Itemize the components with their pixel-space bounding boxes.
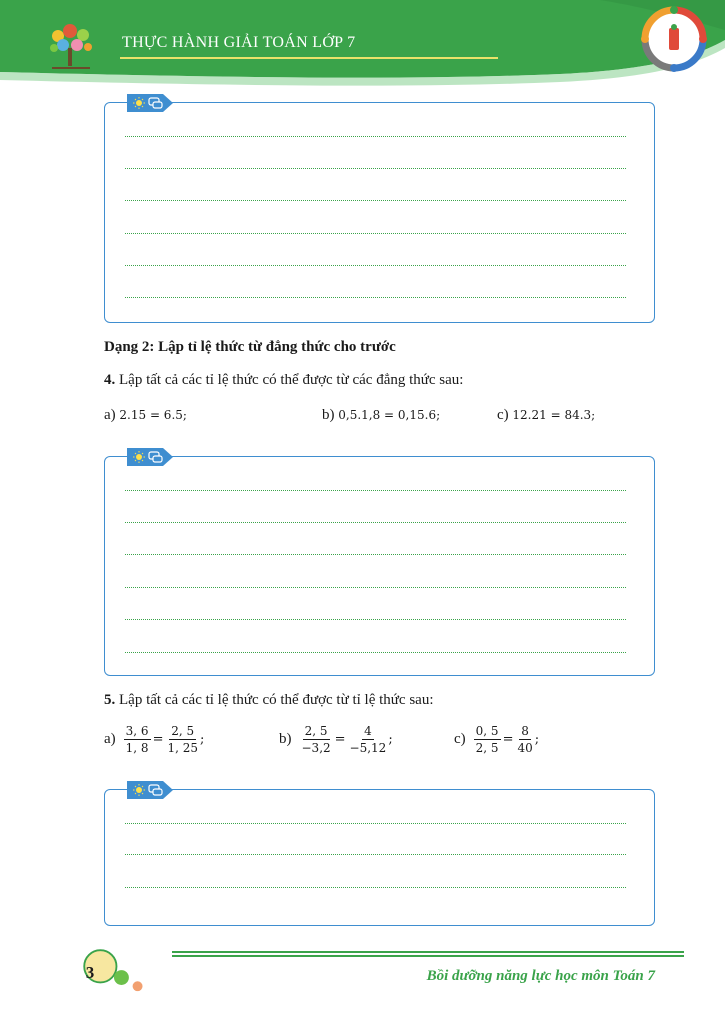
writing-line <box>125 265 626 266</box>
question-number: 5. <box>104 692 116 708</box>
header-underline <box>120 57 498 59</box>
writing-line <box>125 136 626 137</box>
writing-line <box>125 297 626 298</box>
header-title: THỰC HÀNH GIẢI TOÁN LỚP 7 <box>122 34 356 51</box>
fraction: $\frac{8}{40}$ <box>517 724 533 755</box>
q5-part-c: c) $\frac{0, 5}{2, 5}$ = $\frac{8}{40}$ ; <box>454 724 540 755</box>
writing-line <box>125 490 626 491</box>
answer-box-1[interactable] <box>104 102 655 323</box>
q4-part-b <box>322 407 440 424</box>
question-5 <box>104 692 434 709</box>
section-heading: Dạng 2: Lập tỉ lệ thức từ đẳng thức cho trước <box>104 339 396 355</box>
fraction: $\frac{2, 5}{-3,2}$ <box>301 724 331 755</box>
people-circle-logo-icon <box>641 6 707 72</box>
writing-line <box>125 522 626 523</box>
writing-line <box>125 554 626 555</box>
part-label: b) <box>279 731 292 747</box>
q4-part-c <box>497 407 595 424</box>
writing-line <box>125 233 626 234</box>
sun-chat-icon <box>127 781 173 799</box>
sun-chat-icon <box>127 448 173 466</box>
question-text: Lập tất cả các tỉ lệ thức có thể được từ các đẳng thức sau: <box>119 372 464 388</box>
fraction: $\frac{0, 5}{2, 5}$ <box>475 724 499 755</box>
writing-line <box>125 823 626 824</box>
question-4 <box>104 372 463 389</box>
page-number: 3 <box>85 963 95 982</box>
part-expression: 0,5.1,8 = 0,15.6; <box>338 408 441 422</box>
question-number: 4. <box>104 372 116 388</box>
part-label: a) <box>104 407 116 423</box>
part-label: b) <box>322 407 335 423</box>
writing-line <box>125 652 626 653</box>
writing-line <box>125 200 626 201</box>
fraction: $\frac{3, 6}{1, 8}$ <box>125 724 149 755</box>
writing-line <box>125 168 626 169</box>
answer-box-3[interactable] <box>104 789 655 926</box>
footer-rule <box>172 951 684 957</box>
sun-chat-icon <box>127 94 173 112</box>
q5-part-b: b) $\frac{2, 5}{-3,2}$ = $\frac{4}{-5,12}$ ; <box>279 724 393 755</box>
part-label: c) <box>454 731 466 747</box>
writing-line <box>125 587 626 588</box>
fraction: $\frac{2, 5}{1, 25}$ <box>167 724 199 755</box>
writing-line <box>125 887 626 888</box>
footer-book-title: Bồi dưỡng năng lực học môn Toán 7 <box>426 968 655 984</box>
writing-line <box>125 619 626 620</box>
part-label: a) <box>104 731 116 747</box>
q5-part-a: a) $\frac{3, 6}{1, 8}$ = $\frac{2, 5}{1, 25}$ ; <box>104 724 205 755</box>
q4-part-a <box>104 407 187 424</box>
part-label: c) <box>497 407 509 423</box>
writing-line <box>125 854 626 855</box>
part-expression: 12.21 = 84.3; <box>512 408 596 422</box>
part-expression: 2.15 = 6.5; <box>119 408 187 422</box>
answer-box-2[interactable] <box>104 456 655 676</box>
fraction: $\frac{4}{-5,12}$ <box>349 724 387 755</box>
tree-logo-icon <box>44 22 98 72</box>
header-banner <box>0 0 725 90</box>
question-text: Lập tất cả các tỉ lệ thức có thể được từ tỉ lệ thức sau: <box>119 692 434 708</box>
